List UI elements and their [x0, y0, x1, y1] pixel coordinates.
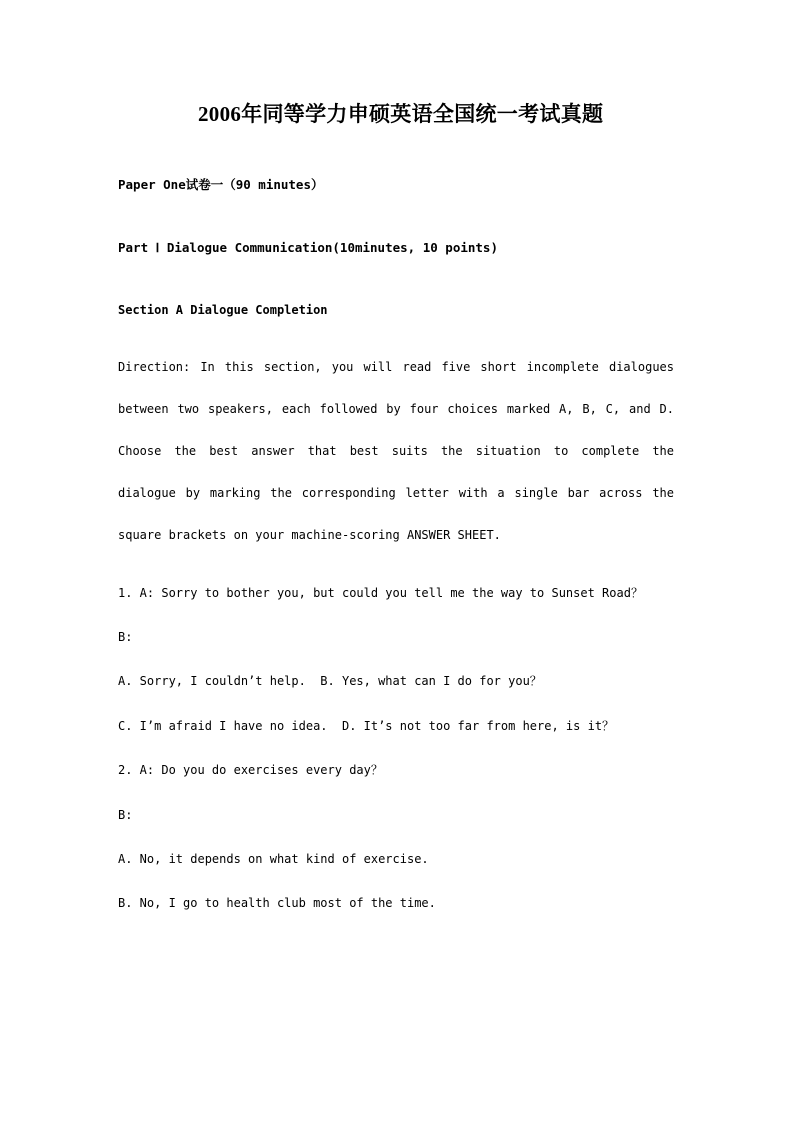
question-1-option-cd: C. I’m afraid I have no idea. D. It’s not too far from here, is it？ — [118, 718, 615, 733]
question-2-responder: B: — [118, 807, 133, 822]
question-1-option-ab: A. Sorry, I couldn’t help. B. Yes, what can I do for you？ — [118, 674, 542, 689]
heading-section-a: Section A Dialogue Completion — [118, 303, 328, 318]
question-2-prompt: 2. A: Do you do exercises every day？ — [118, 763, 383, 778]
question-2-option-b: B. No, I go to health club most of the time. — [118, 896, 436, 911]
question-2-option-a: A. No, it depends on what kind of exercise. — [118, 851, 429, 866]
question-1-responder: B: — [118, 629, 133, 644]
direction-paragraph: Direction: In this section, you will read five short incomplete dialogues between two speakers, each followed by four choices marked A, B, C, and D. Choose the best answer that best suits the situation to complete the dialogue by marking the corresponding letter with a single bar across the square brackets on your machine-scoring ANSWER SHEET. — [118, 359, 674, 542]
heading-part-one: Part Ⅰ Dialogue Communication(10minutes, 10 points) — [118, 240, 498, 256]
page-title: 2006年同等学力申硕英语全国统一考试真题 — [198, 102, 604, 126]
question-1-prompt: 1. A: Sorry to bother you, but could you tell me the way to Sunset Road？ — [118, 585, 643, 600]
heading-paper-one: Paper One试卷一（90 minutes） — [118, 177, 324, 193]
